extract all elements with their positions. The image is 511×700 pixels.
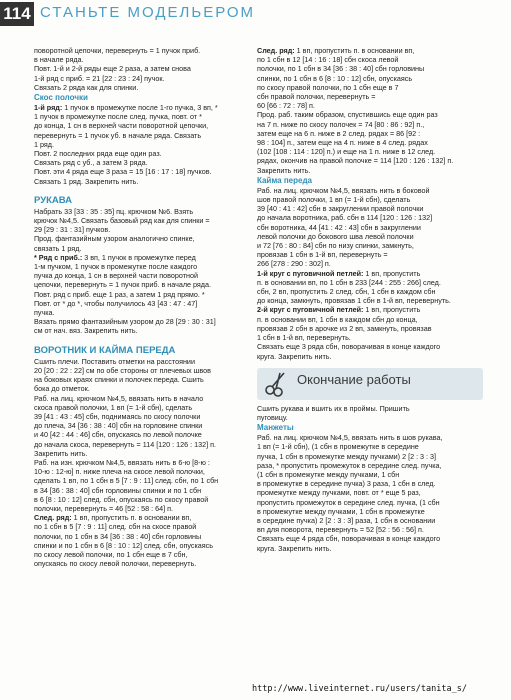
line-text: 1 вп, пропустить п. в основании вп, bbox=[294, 46, 415, 55]
text-line bbox=[257, 204, 483, 213]
line-text: в промежутке между пучками, 1 сбн в промежутке bbox=[257, 506, 425, 516]
text-line bbox=[34, 366, 260, 375]
line-text: спинки, по 1 сбн в 6 [8 : 10 : 12] сбн, опускаясь bbox=[257, 73, 413, 83]
line-text: левой полочки до бокового шва левой полочки bbox=[257, 231, 414, 241]
text-line bbox=[257, 433, 483, 442]
text-line bbox=[34, 532, 260, 541]
text-line bbox=[257, 55, 483, 64]
text-line bbox=[257, 305, 483, 314]
line-text: 1-м пучком, 1 пучок в промежутке после каждого bbox=[34, 262, 198, 272]
line-text: 1 вп, пропустить bbox=[363, 305, 421, 315]
text-line bbox=[34, 140, 260, 149]
text-line bbox=[257, 250, 483, 259]
line-text: Раб. на лиц. крючком №4,5, ввязать нить в шов рукава, bbox=[257, 433, 443, 443]
text-line bbox=[34, 234, 260, 243]
text-line bbox=[257, 442, 483, 451]
line-text: Повт. ряд с приб. еще 1 раз, а затем 1 ряд прямо. * bbox=[34, 289, 205, 299]
text-line bbox=[34, 550, 260, 559]
text-line bbox=[257, 342, 483, 351]
line-text: полочки, перевернуть = 46 [52 : 58 : 64] п. bbox=[34, 503, 173, 513]
line-text: до начала воротника, раб. сбн в 114 [120 : 126 : 132] bbox=[257, 213, 433, 223]
text-line bbox=[34, 486, 260, 495]
text-line bbox=[34, 308, 260, 317]
line-text: 60 [66 : 72 : 78] п. bbox=[257, 101, 315, 111]
text-line bbox=[34, 262, 260, 271]
line-text: п. в основании вп, 1 сбн в каждом сбн до конца, bbox=[257, 314, 418, 324]
source-url: http://www.liveinternet.ru/users/tanita_s/ bbox=[252, 684, 467, 694]
text-line bbox=[257, 138, 483, 147]
text-line bbox=[34, 290, 260, 299]
bold-lead: 2-й круг с пуговичной петлей: bbox=[257, 305, 364, 315]
text-line bbox=[34, 375, 260, 384]
line-text: Раб. на изн. крючком №4,5, ввязать нить в 6-ю [8-ю : bbox=[34, 457, 210, 467]
line-text: раза, * пропустить промежуток в середине след. пучка, bbox=[257, 460, 442, 470]
line-text: Повт. 1-й и 2-й ряды еще 2 раза, а затем снова bbox=[34, 64, 191, 74]
line-text: до начала скоса, перевернуть = 114 [120 : 126 : 132] п. bbox=[34, 439, 217, 449]
text-line bbox=[257, 413, 483, 422]
line-text: до плеча, 34 [36 : 38 : 40] сбн на горловине спинки bbox=[34, 421, 203, 431]
section-heading: Манжеты bbox=[257, 423, 294, 433]
line-text: Сшить рукава и вшить их в проймы. Пришить bbox=[257, 403, 410, 413]
line-text: Набрать 33 [33 : 35 : 35] пц. крючком №6. Взять bbox=[34, 206, 194, 216]
line-text: в промежутке в середине пучка) 3 раза, 1 сбн в след. bbox=[257, 479, 436, 489]
text-line bbox=[257, 452, 483, 461]
text-line bbox=[34, 216, 260, 225]
text-line bbox=[257, 516, 483, 525]
text-line bbox=[257, 83, 483, 92]
page-number: 114 bbox=[0, 2, 34, 26]
left-column bbox=[34, 46, 260, 568]
finishing-banner bbox=[257, 368, 483, 400]
line-text: 1 ряд. bbox=[34, 139, 54, 149]
line-text: Прод. раб. таким образом, спустившись еще один раз bbox=[257, 110, 438, 120]
text-line bbox=[257, 296, 483, 305]
text-line bbox=[34, 403, 260, 412]
section-title: СТАНЬТЕ МОДЕЛЬЕРОМ bbox=[40, 4, 256, 21]
line-text: полочки, по 1 сбн в 34 [36 : 38 : 40] сбн горловины bbox=[34, 531, 202, 541]
text-line bbox=[34, 317, 260, 326]
text-line bbox=[257, 479, 483, 488]
text-line bbox=[34, 476, 260, 485]
line-text: по скосу левой полочки, по 1 сбн еще в 7 сбн, bbox=[34, 549, 188, 559]
line-text: на 7 п. ниже по скосу полочек = 74 [80 : 86 : 92] п., bbox=[257, 119, 425, 129]
text-line bbox=[34, 449, 260, 458]
line-text: Раб. на лиц. крючком №4,5, ввязать нить в начало bbox=[34, 393, 204, 403]
line-text: (102 [108 : 114 : 120] п.) и еще на 1 п. ниже в 12 след. bbox=[257, 147, 436, 157]
text-line bbox=[34, 74, 260, 83]
line-text: по 1 сбн в 12 [14 : 16 : 18] сбн скоса левой bbox=[257, 55, 399, 65]
text-line bbox=[257, 223, 483, 232]
text-line bbox=[34, 46, 260, 55]
line-text: пропустить промежуток в середине след. пучка, (1 сбн bbox=[257, 497, 440, 507]
line-text: сбн, 2 вп, пропустить 2 след. сбн, 1 сбн в каждом сбн bbox=[257, 287, 436, 297]
line-text: Связать еще 4 ряда сбн, поворачивая в конце каждого bbox=[257, 534, 441, 544]
line-text: полочки, по 1 сбн в 34 [36 : 38 : 40] сбн горловины bbox=[257, 64, 425, 74]
line-text: до конца, замкнуть, провязав 1 сбн в 1-й вп, перевернуть. bbox=[257, 296, 451, 306]
banner-title: Окончание работы bbox=[297, 371, 411, 387]
text-line bbox=[34, 357, 260, 366]
text-line bbox=[34, 177, 260, 186]
text-line bbox=[34, 421, 260, 430]
line-text: 1 сбн в 1-й вп, перевернуть. bbox=[257, 333, 351, 343]
text-line bbox=[257, 507, 483, 516]
line-text: рядах, окончив на правой полочке = 114 [120 : 126 : 132] п. bbox=[257, 156, 454, 166]
text-line bbox=[34, 513, 260, 522]
text-line bbox=[257, 544, 483, 553]
line-text: по скосу правой полочки, по 1 сбн еще в 7 bbox=[257, 82, 399, 92]
line-text: в начале ряда. bbox=[34, 55, 84, 65]
line-text: (1 сбн в промежутке между пучками, 1 сбн bbox=[257, 469, 400, 479]
line-text: опускаясь по скосу левой полочки, перевернуть. bbox=[34, 559, 197, 569]
text-line bbox=[257, 213, 483, 222]
text-line bbox=[34, 167, 260, 176]
text-line bbox=[257, 269, 483, 278]
text-line bbox=[257, 488, 483, 497]
text-line bbox=[34, 458, 260, 467]
line-text: 1 вп, пропустить п. в основании вп, bbox=[71, 513, 192, 523]
line-text: на боковых краях спинки и полочек переда. Сшить bbox=[34, 375, 204, 385]
text-line bbox=[34, 149, 260, 158]
line-text: Закрепить нить. bbox=[257, 165, 311, 175]
section-heading: Кайма переда bbox=[257, 175, 312, 185]
line-text: 1 вп (= 1-й сбн), (1 сбн в промежутке в середине bbox=[257, 442, 419, 452]
line-text: сделать 1 вп, по 1 сбн в 5 [7 : 9 : 11] след. сбн, по 1 сбн bbox=[34, 476, 219, 486]
line-text: в середине пучка) 2 [2 : 3 : 3] раза, 1 сбн в основании bbox=[257, 515, 436, 525]
text-line bbox=[257, 195, 483, 204]
text-line bbox=[34, 103, 260, 112]
line-text: Закрепить нить. bbox=[34, 448, 88, 458]
text-line bbox=[34, 412, 260, 421]
section-heading: Скос полочки bbox=[34, 93, 88, 103]
text-line bbox=[34, 112, 260, 121]
line-text: связать 1 ряд. bbox=[34, 243, 82, 253]
line-text: Сшить плечи. Поставить отметки на расстоянии bbox=[34, 356, 195, 366]
text-line bbox=[34, 504, 260, 513]
right-column-top bbox=[257, 46, 483, 361]
text-line bbox=[34, 559, 260, 568]
text-line bbox=[257, 156, 483, 165]
line-text: круга. Закрепить нить. bbox=[257, 543, 332, 553]
line-text: вп для поворота, перевернуть = 52 [52 : 56 : 56] п. bbox=[257, 525, 424, 535]
text-line bbox=[34, 271, 260, 280]
line-text: 29 [29 : 31 : 31] пучков. bbox=[34, 225, 111, 235]
text-line bbox=[257, 110, 483, 119]
text-line bbox=[34, 131, 260, 140]
text-line bbox=[34, 384, 260, 393]
line-text: 1 пучок в промежутке после 1-го пучка, 3 вп, * bbox=[62, 103, 218, 113]
line-text: круга. Закрепить нить. bbox=[257, 351, 332, 361]
text-line bbox=[257, 120, 483, 129]
bold-lead: След. ряд: bbox=[257, 46, 295, 55]
line-text: пучка. bbox=[34, 308, 55, 318]
text-line bbox=[257, 315, 483, 324]
line-text: сбн воротника, 44 [41 : 42 : 43] сбн в закруглении bbox=[257, 222, 421, 232]
line-text: в 6 [8 : 10 : 12] след. сбн, опускаясь по скосу правой bbox=[34, 494, 209, 504]
text-line bbox=[257, 324, 483, 333]
line-text: см от нач. вяз. Закрепить нить. bbox=[34, 326, 138, 336]
text-line bbox=[34, 158, 260, 167]
line-text: спинки и по 1 сбн в 6 [8 : 10 : 12] след. сбн, опускаясь bbox=[34, 540, 213, 550]
line-text: пучка, 1 сбн в промежутке между пучками) 2 [2 : 3 : 3] bbox=[257, 451, 437, 461]
text-line bbox=[257, 232, 483, 241]
line-text: промежутке между пучками, повт. от * еще 5 раз, bbox=[257, 488, 421, 498]
text-line bbox=[257, 534, 483, 543]
text-line bbox=[34, 522, 260, 531]
line-text: Повт. эти 4 ряда еще 3 раза = 15 [16 : 17 : 18] пучков. bbox=[34, 167, 212, 177]
line-text: провязав 2 сбн в арочке из 2 вп, замкнуть, провязав bbox=[257, 323, 432, 333]
line-text: 98 : 104] п., затем еще на 4 п. ниже в 4 след. рядах bbox=[257, 138, 428, 148]
section-heading: ВОРОТНИК И КАЙМА ПЕРЕДА bbox=[34, 344, 176, 356]
line-text: 39 [40 : 41 : 42] сбн в закруглении правой полочки bbox=[257, 204, 424, 214]
line-text: 1 вп, пропустить bbox=[363, 268, 421, 278]
line-text: 266 [278 : 290 : 302] п. bbox=[257, 259, 331, 269]
line-text: до конца, 1 сн в верхней части поворотной цепочки, bbox=[34, 121, 209, 131]
right-column bbox=[257, 46, 483, 553]
line-text: Повт. от * до *, чтобы получилось 43 [43 : 47 : 47] bbox=[34, 298, 198, 308]
line-text: Вязать прямо фантазийным узором до 28 [29 : 30 : 31] bbox=[34, 317, 216, 327]
line-text: Повт. 2 последних ряда еще один раз. bbox=[34, 149, 162, 159]
text-line bbox=[257, 74, 483, 83]
section-heading: РУКАВА bbox=[34, 194, 73, 206]
text-line bbox=[257, 470, 483, 479]
line-text: пуговицу. bbox=[257, 412, 288, 422]
line-text: и 72 [76 : 80 : 84] сбн по низу спинки, замкнуть, bbox=[257, 241, 414, 251]
text-line bbox=[257, 278, 483, 287]
text-line bbox=[34, 495, 260, 504]
text-line bbox=[34, 541, 260, 550]
bold-lead: След. ряд: bbox=[34, 513, 72, 523]
text-line bbox=[257, 404, 483, 413]
line-text: цепочки, перевернуть = 1 пучок приб. в начале ряда. bbox=[34, 280, 211, 290]
text-line bbox=[34, 280, 260, 289]
text-line bbox=[257, 498, 483, 507]
text-line bbox=[257, 259, 483, 268]
text-line bbox=[34, 299, 260, 308]
line-text: п. в основании вп, по 1 сбн в 233 [244 : 255 : 266] след. bbox=[257, 277, 441, 287]
text-line bbox=[257, 333, 483, 342]
bold-lead: * Ряд с приб.: bbox=[34, 252, 83, 262]
line-text: Связать ряд с уб., а затем 3 ряда. bbox=[34, 158, 148, 168]
page-header bbox=[0, 0, 511, 28]
text-line bbox=[257, 101, 483, 110]
line-text: поворотной цепочки, перевернуть = 1 пучок приб. bbox=[34, 46, 201, 55]
text-line bbox=[257, 186, 483, 195]
line-text: крючок №4,5. Связать базовый ряд как для спинки = bbox=[34, 216, 210, 226]
text-line bbox=[34, 467, 260, 476]
bold-lead: 1-й круг с пуговичной петлей: bbox=[257, 268, 364, 278]
scissors-icon bbox=[263, 371, 289, 397]
text-line bbox=[257, 461, 483, 470]
text-line bbox=[257, 525, 483, 534]
text-line bbox=[257, 147, 483, 156]
line-text: 1-й ряд с приб. = 21 [22 : 23 : 24] пучок. bbox=[34, 73, 165, 83]
line-text: скоса правой полочки, 1 вп (= 1-й сбн), сделать bbox=[34, 402, 193, 412]
text-line bbox=[34, 83, 260, 92]
line-text: Связать 1 ряд. Закрепить нить. bbox=[34, 176, 139, 186]
line-text: 39 [41 : 43 : 45] сбн, поднимаясь по скосу полочки bbox=[34, 411, 201, 421]
bold-lead: 1-й ряд: bbox=[34, 103, 63, 113]
line-text: Раб. на лиц. крючком №4,5, ввязать нить в боковой bbox=[257, 185, 430, 195]
line-text: 10-ю : 12-ю] п. ниже плеча на скосе левой полочки, bbox=[34, 467, 205, 477]
line-text: Прод. фантазийным узором аналогично спинке, bbox=[34, 234, 195, 244]
line-text: 20 [20 : 22 : 22] см по обе стороны от плечевых швов bbox=[34, 365, 211, 375]
text-line bbox=[34, 121, 260, 130]
text-line bbox=[257, 352, 483, 361]
line-text: бока до отметок. bbox=[34, 384, 90, 394]
text-line bbox=[34, 430, 260, 439]
line-text: в 34 [36 : 38 : 40] сбн горловины спинки и по 1 сбн bbox=[34, 485, 202, 495]
line-text: по 1 сбн в 5 [7 : 9 : 11] след. сбн на скосе правой bbox=[34, 522, 197, 532]
text-line bbox=[257, 287, 483, 296]
text-line bbox=[34, 225, 260, 234]
text-line bbox=[34, 207, 260, 216]
line-text: затем еще на 6 п. ниже в 2 след. рядах = 86 [92 : bbox=[257, 128, 421, 138]
text-line bbox=[257, 241, 483, 250]
line-text: шов правой полочки, 1 вп (= 1-й сбн), сделать bbox=[257, 195, 411, 205]
text-line bbox=[257, 64, 483, 73]
text-line bbox=[257, 129, 483, 138]
text-line bbox=[34, 326, 260, 335]
text-line bbox=[34, 64, 260, 73]
text-line bbox=[257, 166, 483, 175]
line-text: провязав 1 сбн в 1-й вп, перевернуть = bbox=[257, 250, 388, 260]
text-line bbox=[34, 394, 260, 403]
line-text: 3 вп, 1 пучок в промежутке перед bbox=[82, 252, 196, 262]
line-text: Связать еще 3 ряда сбн, поворачивая в конце каждого bbox=[257, 342, 441, 352]
line-text: 1 пучок в промежутке после след. пучка, повт. от * bbox=[34, 112, 202, 122]
text-line bbox=[34, 244, 260, 253]
text-line bbox=[257, 46, 483, 55]
right-column-bottom bbox=[257, 404, 483, 553]
line-text: перевернуть = 1 пучок уб. в начале ряда. Связать bbox=[34, 130, 202, 140]
line-text: пучка до конца, 1 сн в верхней части поворотной bbox=[34, 271, 198, 281]
text-line bbox=[34, 440, 260, 449]
text-line bbox=[34, 55, 260, 64]
line-text: сбн правой полочки, перевернуть = bbox=[257, 92, 376, 102]
text-line bbox=[34, 253, 260, 262]
text-line bbox=[257, 92, 483, 101]
line-text: и 40 [42 : 44 : 46] сбн, опускаясь по левой полочке bbox=[34, 430, 202, 440]
line-text: Связать 2 ряда как для спинки. bbox=[34, 82, 139, 92]
